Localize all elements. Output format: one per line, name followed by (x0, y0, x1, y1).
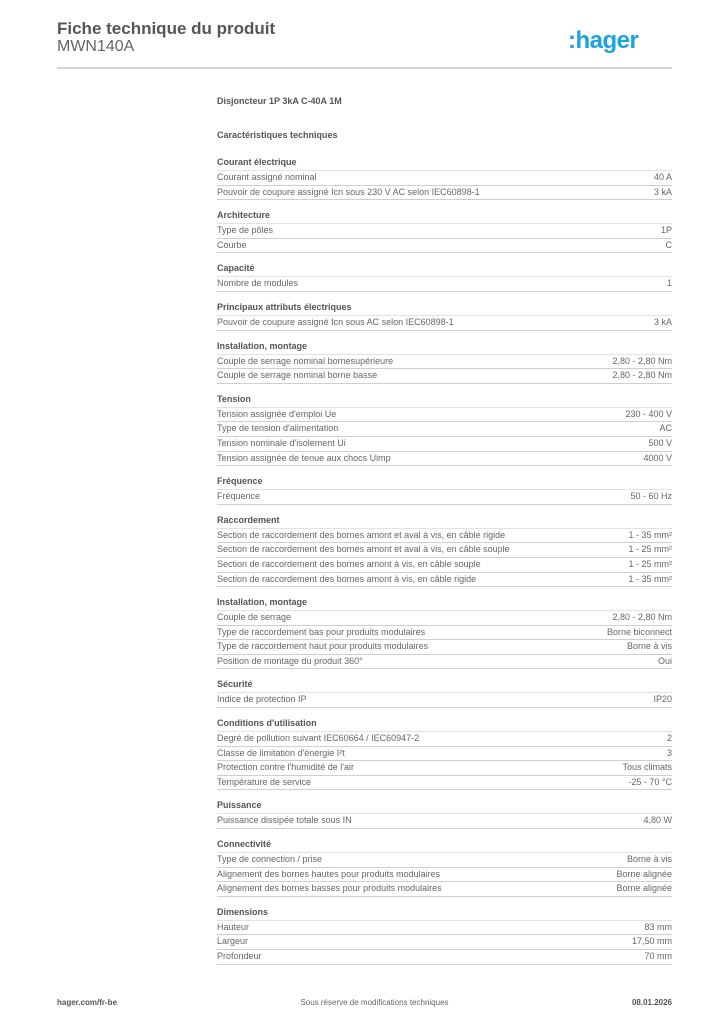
section-title: Capacité (217, 262, 672, 277)
section-title: Tension (217, 393, 672, 408)
spec-row (217, 543, 672, 558)
spec-row (217, 558, 672, 573)
characteristics-title: Caractéristiques techniques (217, 130, 338, 140)
section-title: Conditions d'utilisation (217, 717, 672, 732)
spec-value: 1 - 35 mm² (628, 573, 672, 584)
footer-notice: Sous réserve de modifications techniques (300, 998, 449, 1007)
spec-label: Position de montage du produit 360° (217, 655, 363, 666)
product-reference: MWN140A (57, 38, 135, 55)
spec-label: Tension assignée de tenue aux chocs Uimp (217, 452, 391, 463)
spec-value: 230 - 400 V (625, 408, 672, 419)
spec-value: C (665, 239, 672, 250)
spec-value: -25 - 70 °C (628, 776, 672, 787)
spec-row (217, 573, 672, 588)
spec-row (217, 171, 672, 186)
spec-row (217, 640, 672, 655)
spec-label: Tension nominale d'isolement Ui (217, 437, 346, 448)
spec-label: Type de raccordement haut pour produits modulaires (217, 641, 429, 652)
spec-label: Couple de serrage nominal bornesupérieure (217, 355, 394, 366)
spec-label: Pouvoir de coupure assigné Icn sous AC selon IEC60898-1 (217, 316, 454, 327)
spec-label: Type de pôles (217, 225, 274, 236)
spec-label: Alignement des bornes hautes pour produits modulaires (217, 868, 441, 879)
spec-label: Alignement des bornes basses pour produits modulaires (217, 883, 442, 894)
page-title: Fiche technique du produit (57, 19, 276, 38)
spec-section (217, 906, 672, 965)
spec-value: Borne à vis (626, 854, 672, 865)
section-title: Sécurité (217, 678, 672, 693)
spec-row (217, 776, 672, 791)
spec-label: Section de raccordement des bornes amont et aval à vis, en câble rigide (217, 529, 506, 540)
spec-value: 2,80 - 2,80 Nm (612, 355, 672, 366)
spec-row (217, 921, 672, 936)
spec-label: Courant assigné nominal (217, 172, 317, 182)
section-title: Raccordement (217, 514, 672, 529)
spec-row (217, 277, 672, 292)
spec-value: Oui (657, 655, 672, 666)
spec-section (217, 475, 672, 505)
spec-section (217, 262, 672, 292)
spec-row (217, 452, 672, 467)
spec-label: Pouvoir de coupure assigné Icn sous 230 V AC selon IEC60898-1 (217, 186, 480, 197)
spec-label: Largeur (217, 936, 249, 947)
spec-value: Borne alignée (616, 883, 672, 894)
spec-value: Borne biconnect (606, 626, 672, 637)
section-title: Installation, montage (217, 340, 672, 355)
spec-value: Borne alignée (616, 868, 672, 879)
spec-label: Courbe (217, 239, 247, 250)
spec-row (217, 626, 672, 641)
spec-row (217, 422, 672, 437)
spec-row (217, 693, 672, 708)
spec-label: Section de raccordement des bornes amont et aval à vis, en câble souple (217, 544, 510, 555)
spec-value: Borne à vis (626, 641, 672, 652)
spec-row (217, 732, 672, 747)
spec-value: IP20 (653, 694, 672, 705)
section-title: Puissance (217, 799, 672, 814)
spec-row (217, 437, 672, 452)
spec-label: Couple de serrage nominal borne basse (217, 370, 378, 381)
section-title: Connectivité (217, 838, 672, 853)
spec-label: Tension assignée d'emploi Ue (217, 408, 337, 419)
spec-label: Fréquence (217, 491, 261, 502)
spec-row (217, 761, 672, 776)
spec-value: 40 A (653, 172, 672, 182)
spec-label: Indice de protection IP (217, 694, 307, 705)
hager-logo: :hager (568, 27, 639, 54)
spec-section (217, 156, 672, 200)
spec-section (217, 393, 672, 466)
spec-row (217, 408, 672, 423)
spec-row (217, 611, 672, 626)
spec-label: Degré de pollution suivant IEC60664 / IEC60947-2 (217, 733, 420, 744)
spec-label: Hauteur (217, 921, 250, 932)
spec-section (217, 717, 672, 790)
spec-sections (217, 156, 672, 965)
footer (57, 998, 672, 1007)
spec-row (217, 814, 672, 829)
spec-label: Type de connection / prise (217, 854, 323, 865)
spec-section (217, 799, 672, 829)
spec-value: 50 - 60 Hz (630, 491, 672, 502)
spec-row (217, 747, 672, 762)
spec-row (217, 853, 672, 868)
spec-row (217, 239, 672, 254)
spec-value: 500 V (648, 437, 672, 448)
spec-row (217, 369, 672, 384)
spec-row (217, 882, 672, 897)
spec-value: AC (659, 423, 672, 434)
section-title: Fréquence (217, 475, 672, 490)
spec-value: 1P (660, 225, 672, 236)
spec-value: 1 - 25 mm² (628, 558, 672, 569)
spec-label: Type de tension d'alimentation (217, 423, 339, 434)
spec-value: 3 (666, 747, 672, 758)
spec-value: 3 kA (653, 186, 672, 197)
spec-section (217, 209, 672, 253)
spec-row (217, 355, 672, 370)
spec-label: Classe de limitation d'énergie I²t (217, 747, 345, 758)
spec-label: Couple de serrage (217, 612, 292, 623)
spec-value: 3 kA (653, 316, 672, 327)
spec-section (217, 678, 672, 708)
footer-website-link[interactable]: hager.com/fr-be (57, 998, 118, 1007)
spec-value: 4000 V (643, 452, 672, 463)
spec-value: 4,80 W (643, 815, 672, 826)
section-title: Installation, montage (217, 596, 672, 611)
spec-value: 1 - 35 mm² (628, 529, 672, 540)
spec-section (217, 514, 672, 587)
spec-label: Section de raccordement des bornes amont à vis, en câble souple (217, 558, 481, 569)
footer-date: 08.01.2026 (631, 998, 672, 1007)
spec-value: 1 (666, 278, 672, 289)
spec-value: 83 mm (644, 921, 672, 932)
spec-row (217, 935, 672, 950)
spec-value: 70 mm (644, 951, 672, 961)
spec-value: 17,50 mm (631, 936, 672, 947)
spec-row (217, 316, 672, 331)
product-name: Disjoncteur 1P 3kA C-40A 1M (217, 96, 342, 106)
spec-label: Puissance dissipée totale sous IN (217, 815, 352, 826)
spec-section (217, 838, 672, 897)
spec-label: Protection contre l'humidité de l'air (217, 762, 355, 773)
spec-value: Tous climats (622, 762, 672, 773)
spec-section (217, 340, 672, 384)
spec-value: 1 - 25 mm² (628, 544, 672, 555)
spec-content (217, 96, 672, 974)
header-divider (57, 67, 672, 69)
spec-value: 2,80 - 2,80 Nm (612, 370, 672, 381)
spec-label: Type de raccordement bas pour produits modulaires (217, 626, 426, 637)
spec-label: Section de raccordement des bornes amont à vis, en câble rigide (217, 573, 477, 584)
spec-row (217, 868, 672, 883)
section-title: Architecture (217, 209, 672, 224)
spec-row (217, 655, 672, 670)
section-title: Dimensions (217, 906, 672, 921)
spec-label: Profondeur (217, 951, 262, 961)
spec-section (217, 301, 672, 331)
spec-row (217, 224, 672, 239)
spec-label: Nombre de modules (217, 278, 299, 289)
spec-section (217, 596, 672, 669)
section-title: Principaux attributs électriques (217, 301, 672, 316)
spec-value: 2,80 - 2,80 Nm (612, 612, 672, 623)
section-title: Courant électrique (217, 156, 672, 171)
spec-row (217, 950, 672, 965)
spec-value: 2 (666, 733, 672, 744)
spec-row (217, 186, 672, 201)
spec-label: Température de service (217, 776, 312, 787)
spec-row (217, 490, 672, 505)
spec-row (217, 529, 672, 544)
